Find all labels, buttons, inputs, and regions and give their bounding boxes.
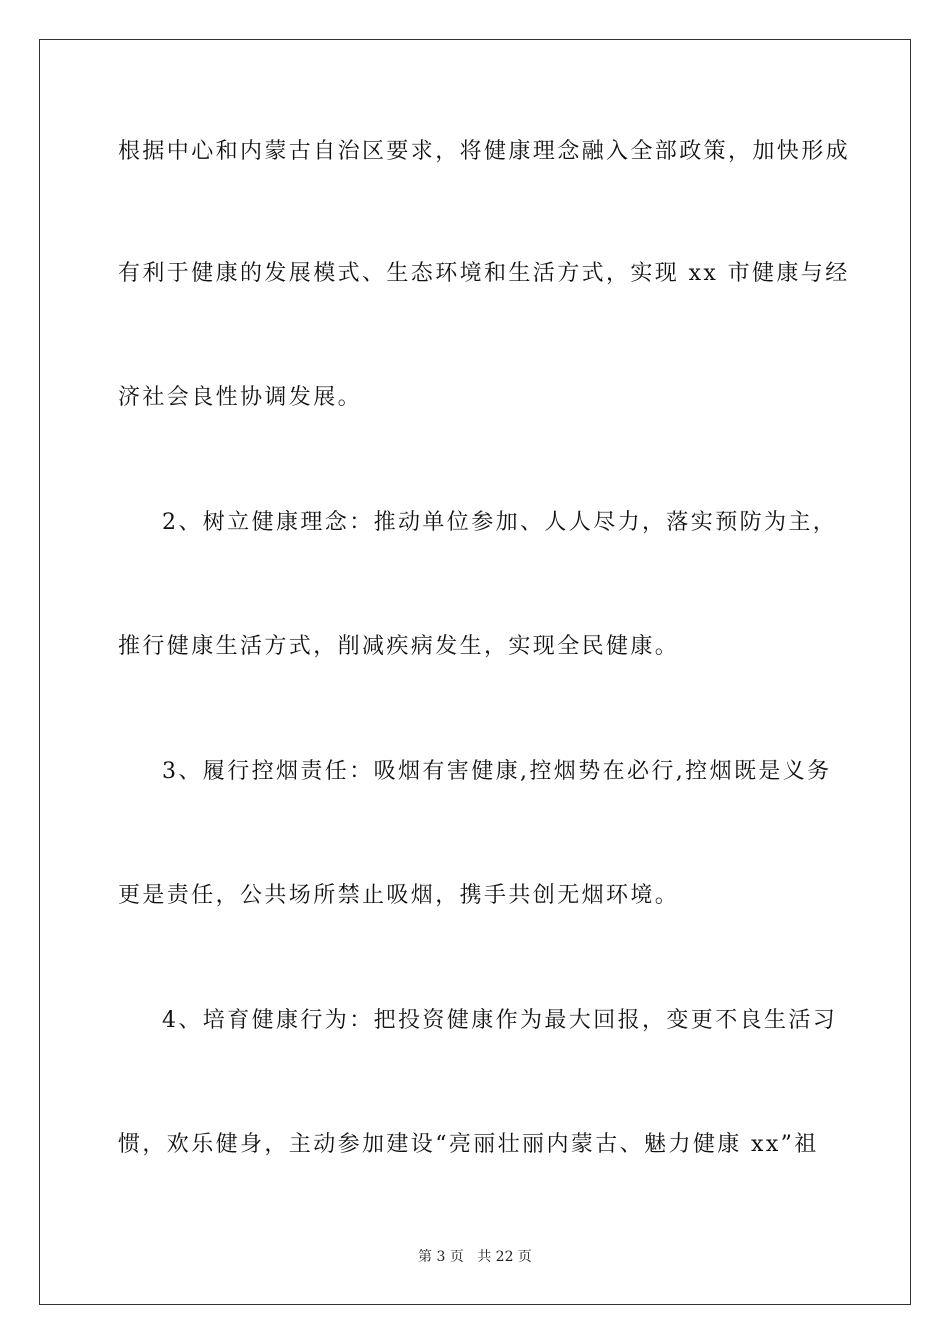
paragraph-line: 更是责任，公共场所禁止吸烟，携手共创无烟环境。 xyxy=(118,883,680,908)
page-border xyxy=(39,39,911,1305)
paragraph-line: 4、培育健康行为：把投资健康作为最大回报，变更不良生活习 xyxy=(162,1008,838,1033)
page-footer xyxy=(0,1247,950,1267)
paragraph-line: 2、树立健康理念：推动单位参加、人人尽力，落实预防为主， xyxy=(162,510,838,535)
paragraph-line: 有利于健康的发展模式、生态环境和生活方式，实现 xx 市健康与经 xyxy=(118,261,850,286)
paragraph-line: 3、履行控烟责任：吸烟有害健康,控烟势在必行,控烟既是义务 xyxy=(162,759,832,784)
paragraph-line: 根据中心和内蒙古自治区要求，将健康理念融入全部政策，加快形成 xyxy=(118,139,851,164)
paragraph-line: 济社会良性协调发展。 xyxy=(118,385,363,410)
paragraph-line: 惯，欢乐健身，主动参加建设“亮丽壮丽内蒙古、魅力健康 xx”祖 xyxy=(118,1132,819,1157)
page-number: 第 3 页 xyxy=(418,1249,464,1265)
page-total: 共 22 页 xyxy=(477,1249,532,1265)
paragraph-line: 推行健康生活方式，削减疾病发生，实现全民健康。 xyxy=(118,634,680,659)
